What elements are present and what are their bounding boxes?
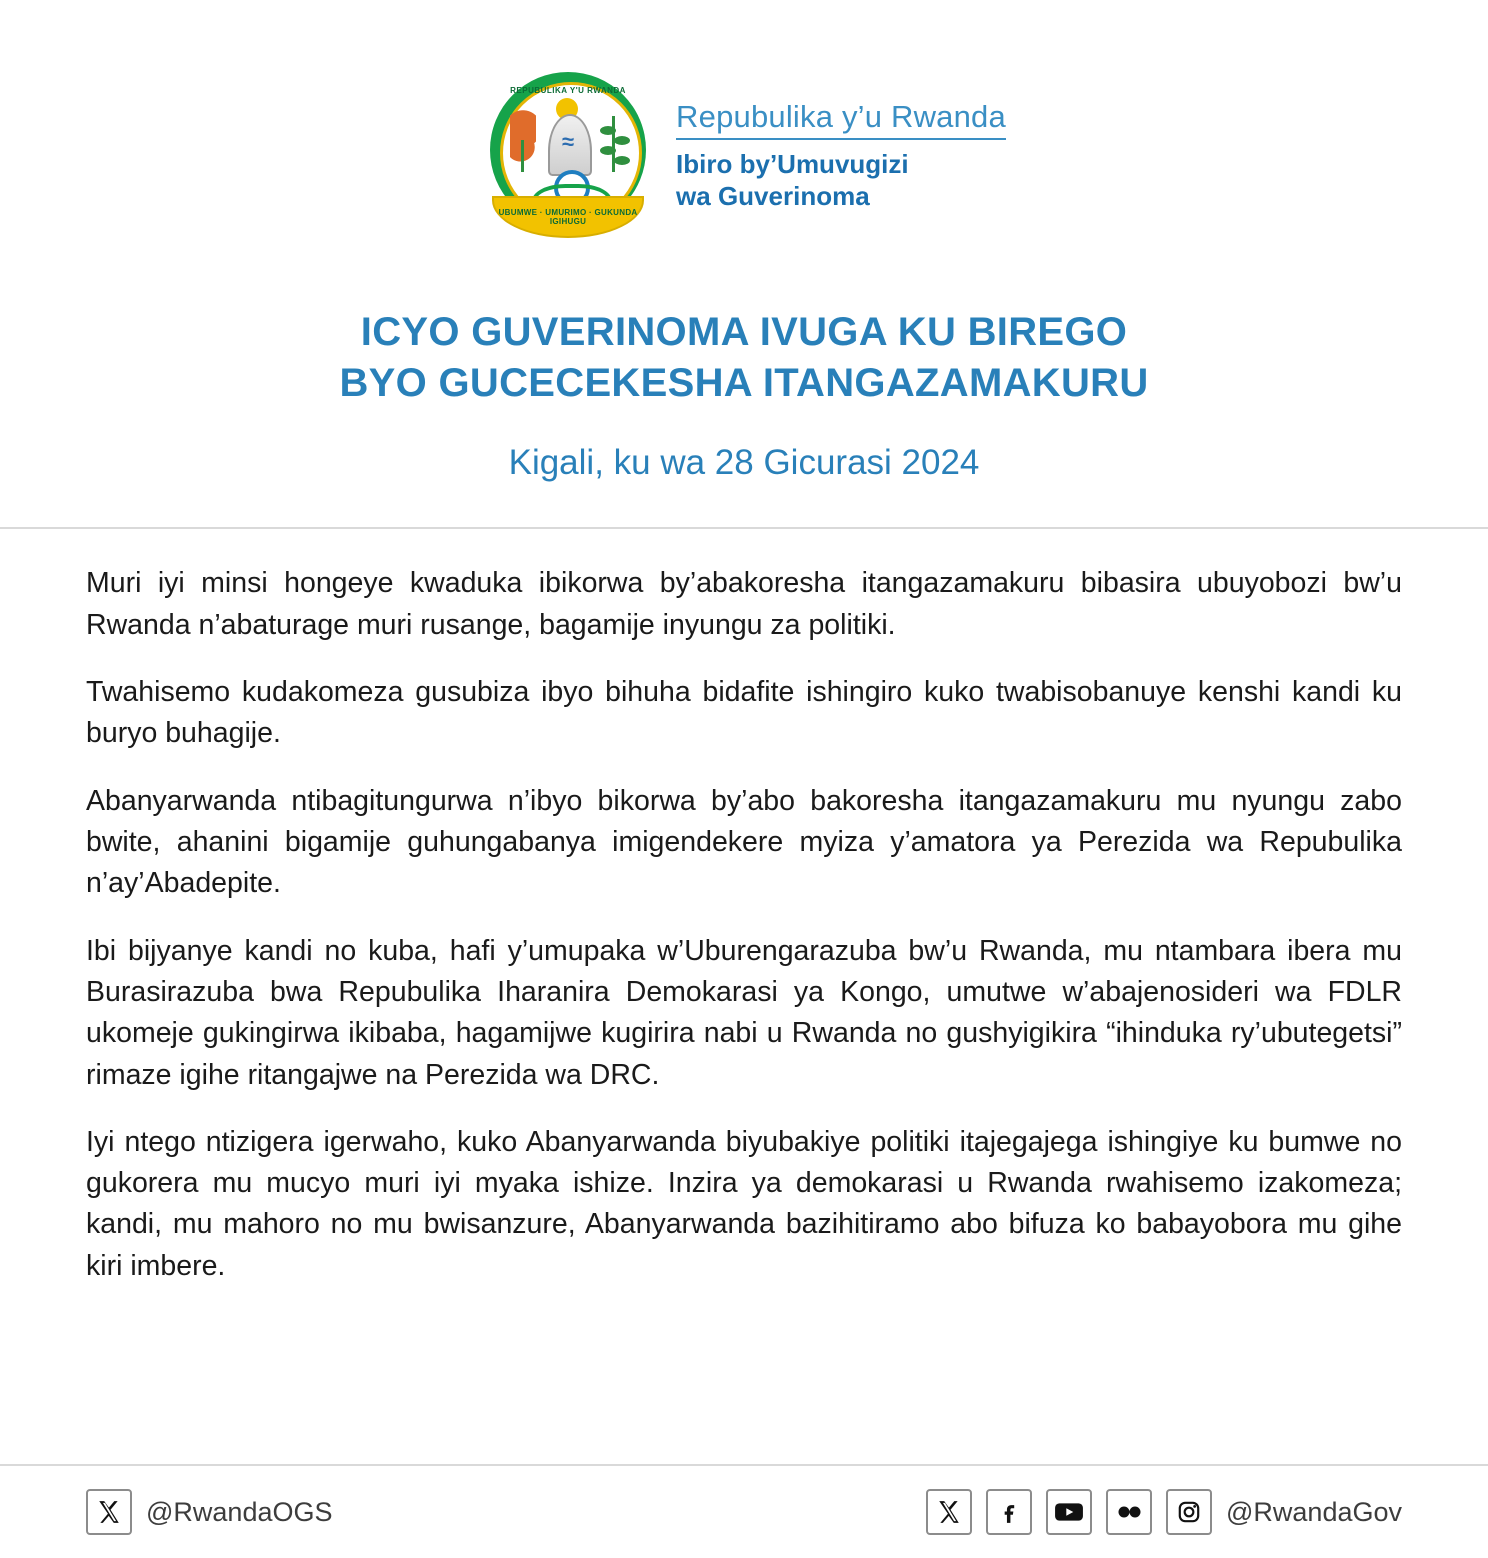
- paragraph-3: Abanyarwanda ntibagitungurwa n’ibyo bikorwa by’abo bakoresha itangazamakuru mu nyungu zabo bwite, ahanini bigamije guhungabanya imigendekere myiza y’amatora ya Perezida wa Repubulika n’ay’Abadepite.: [86, 784, 1402, 900]
- paragraph-5: Iyi ntego ntizigera igerwaho, kuko Abanyarwanda biyubakiye politiki itajegajega ishingiye ku bumwe no gukorera mu mucyo muri iyi myaka ishize. Inzira ya demokarasi u Rwanda rwahisemo izakomeza; kandi, mu mahoro no mu bwisanzure, Abanyarwanda bazihitiramo abo bifuza ko babayobora mu gihe kiri imbere.: [86, 1125, 1402, 1282]
- page-title-line-1: ICYO GUVERINOMA IVUGA KU BIREGO: [360, 310, 1128, 354]
- flickr-icon[interactable]: [1106, 1489, 1152, 1535]
- footer-handle-right[interactable]: @RwandaGov: [1226, 1496, 1402, 1527]
- page-title-line-2: BYO GUCECEKESHA ITANGAZAMAKURU: [339, 361, 1149, 406]
- emblem-basket-pattern: ≈: [562, 129, 575, 154]
- office-label-line-2: wa Guverinoma: [676, 180, 870, 211]
- brand-text-block: [676, 99, 1006, 218]
- x-twitter-icon[interactable]: [926, 1489, 972, 1535]
- footer-left-group: [86, 1489, 332, 1535]
- rwanda-coat-of-arms-icon: [482, 66, 654, 251]
- youtube-icon[interactable]: [1046, 1489, 1092, 1535]
- paragraph-4: Ibi bijyanye kandi no kuba, hafi y’umupaka w’Uburengarazuba bw’u Rwanda, mu ntambara ibera mu Burasirazuba bwa Repubulika Iharanira Demokarasi ya Kongo, umutwe w’abajenosideri wa FDLR ukomeje gukingirwa ikibaba, hagamijwe kugirira nabi u Rwanda no gushyigikira “ihinduka ry’ubutegetsi” rimaze igihe ritangajwe na Perezida wa DRC.: [86, 934, 1402, 1091]
- dateline: Kigali, ku wa 28 Gicurasi 2024: [508, 443, 980, 483]
- instagram-icon[interactable]: [1166, 1489, 1212, 1535]
- paragraph-2: Twahisemo kudakomeza gusubiza ibyo bihuha bidafite ishingiro kuko twabisobanuye kenshi kandi ku buryo buhagije.: [86, 676, 1402, 750]
- page-title: [0, 307, 1488, 409]
- document-body: [0, 529, 1488, 1450]
- document-header: [0, 0, 1488, 493]
- office-label-line-1: Ibiro by’Umuvugizi: [676, 148, 909, 179]
- facebook-icon[interactable]: [986, 1489, 1032, 1535]
- brand-lockup: [0, 66, 1488, 251]
- office-label: [676, 149, 1006, 212]
- paragraph-1: Muri iyi minsi hongeye kwaduka ibikorwa by’abakoresha itangazamakuru bibasira ubuyobozi bw’u Rwanda n’abaturage muri rusange, bagamije inyungu za politiki.: [86, 567, 1402, 641]
- republic-label: Repubulika y’u Rwanda: [676, 99, 1006, 140]
- emblem-motto: UBUMWE · UMURIMO · GUKUNDA IGIHUGU: [498, 208, 638, 226]
- emblem-top-text: REPUBULIKA Y'U RWANDA: [510, 86, 626, 95]
- footer-right-group: [926, 1489, 1402, 1535]
- document-footer: [0, 1466, 1488, 1558]
- footer-handle-left[interactable]: @RwandaOGS: [146, 1496, 333, 1527]
- x-twitter-icon[interactable]: [86, 1489, 132, 1535]
